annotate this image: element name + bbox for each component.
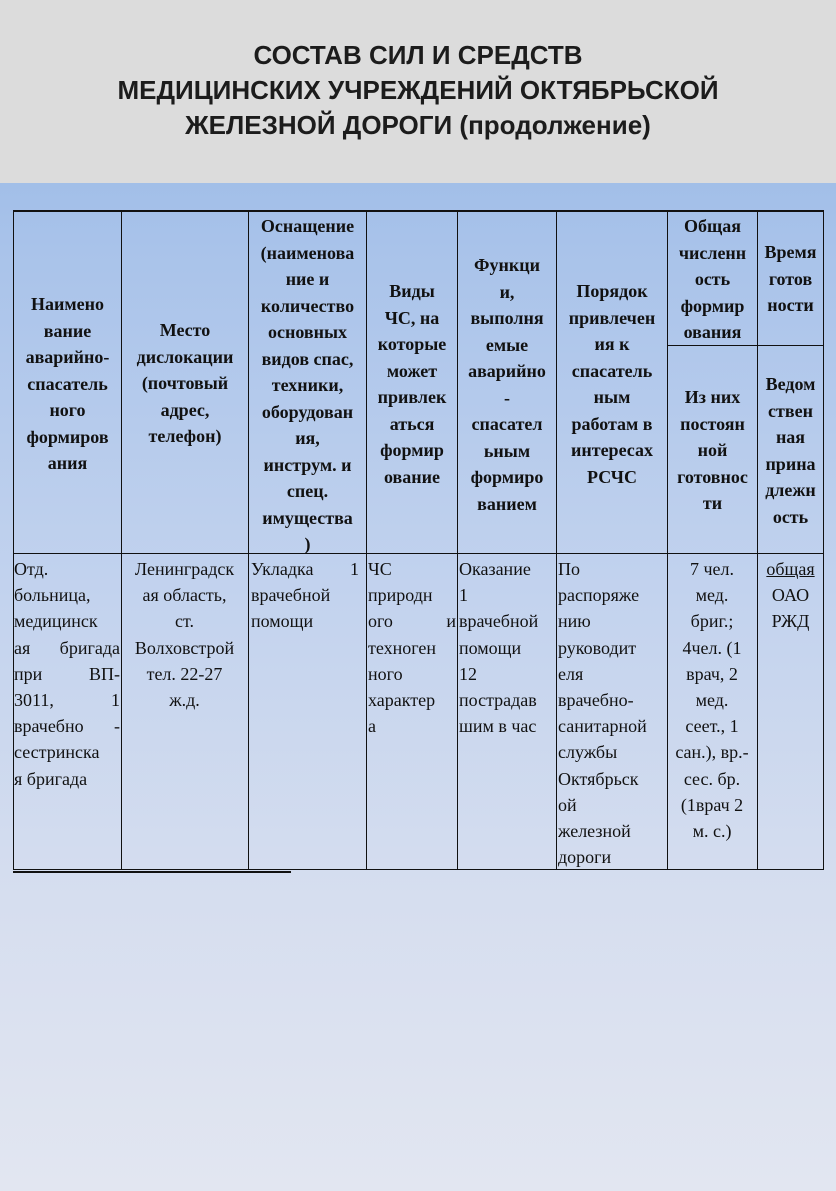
cell-line: формир — [380, 440, 444, 460]
cell-line: ия к — [594, 334, 630, 354]
cell-line: ти — [702, 493, 723, 513]
cell-line: ного — [49, 400, 86, 420]
cell-line: формиров — [26, 426, 109, 447]
cell-line: ности — [767, 295, 814, 315]
row-bottom-border — [13, 869, 824, 870]
cell-line: имущества — [262, 507, 353, 528]
cell-line: ьным — [483, 440, 531, 461]
cell-line: ия, — [295, 428, 320, 448]
column-divider — [823, 210, 824, 870]
cell-line: бриг.; — [690, 611, 734, 632]
cell-line: общая — [766, 559, 815, 579]
cell-line: мед. — [695, 585, 729, 606]
cell-line: распоряже — [558, 585, 640, 606]
cell-line: ванием — [477, 493, 537, 514]
cell-line: Отд. — [14, 559, 49, 579]
cell-location — [122, 556, 247, 713]
header-procedure — [557, 278, 667, 490]
cell-line: и, — [499, 281, 515, 302]
cell-line: 12 — [459, 663, 477, 684]
cell-line: (наименова — [260, 242, 355, 263]
cell-line: службы — [558, 742, 618, 763]
cell-line: дороги — [558, 847, 612, 868]
cell-line: постоян — [680, 413, 745, 434]
cell-line: ой — [558, 794, 577, 815]
cell-line: ным — [593, 387, 631, 407]
cell-line: Ведом — [765, 374, 816, 394]
cell-line: (почтовый — [141, 373, 229, 393]
cell-line: вание — [43, 320, 92, 341]
cell-line: 3011, 1 — [14, 690, 120, 711]
cell-line: Ленинградск — [134, 559, 235, 579]
cell-line: привлечен — [568, 307, 656, 328]
cell-line: Виды — [389, 281, 435, 301]
cell-line: работам в — [571, 413, 653, 434]
cell-emergency-types — [368, 556, 456, 739]
cell-line: м. с.) — [692, 821, 732, 842]
cell-line: ЧС, на — [384, 307, 440, 328]
cell-line: ж.д. — [169, 690, 200, 711]
cell-line: спасатель — [571, 360, 653, 381]
cell-line: санитарной — [558, 716, 647, 737]
cell-line: руководит — [558, 637, 637, 658]
cell-line: сеет., 1 — [685, 716, 739, 737]
cell-line: аварийно — [468, 361, 546, 381]
cell-line: врачебно- — [558, 690, 634, 711]
cell-line: РСЧС — [587, 466, 637, 487]
cell-line: По — [558, 559, 580, 579]
cell-line: ние и — [285, 269, 330, 289]
cell-line: Функци — [474, 255, 540, 275]
cell-line: 4чел. (1 — [682, 637, 742, 658]
cell-line: готовнос — [677, 466, 748, 487]
cell-line: ная — [775, 427, 806, 447]
cell-line: привлек — [377, 387, 447, 407]
cell-line: ЧС — [368, 559, 392, 579]
cell-line: техноген — [368, 637, 437, 658]
cell-line: помощи — [251, 611, 314, 632]
cell-line: Октябрьск — [558, 768, 639, 789]
cell-name — [14, 556, 120, 792]
cell-line: спасатель — [27, 373, 108, 394]
cell-line: ого и — [368, 611, 456, 632]
cell-line: железной — [558, 821, 631, 842]
cell-line: пострадав — [459, 690, 537, 711]
header-readiness-time — [758, 239, 823, 319]
cell-line: врачебно - — [14, 716, 120, 737]
cell-line: ость — [772, 506, 809, 527]
cell-line: готов — [768, 268, 813, 289]
cell-line: количество — [260, 295, 355, 316]
cell-line: основных — [267, 322, 348, 342]
cell-line: аться — [389, 413, 435, 434]
cell-line: помощи — [459, 637, 522, 658]
cell-line: емые — [485, 334, 529, 355]
header-permanent-readiness — [668, 384, 757, 517]
cell-line: ст. — [174, 611, 194, 632]
cell-line: Время — [764, 242, 817, 262]
cell-line: инструм. и — [263, 454, 352, 475]
cell-line: Общая — [684, 216, 741, 236]
cell-equipment — [251, 556, 359, 635]
cell-line: я бригада — [14, 768, 88, 789]
cell-line: аварийно- — [25, 347, 110, 367]
cell-line: врачебной — [459, 611, 539, 632]
cell-line: природн — [368, 585, 433, 606]
cell-line: 1 — [459, 585, 468, 606]
cell-line: шим в час — [459, 716, 537, 737]
cell-line: спасател — [471, 414, 543, 434]
header-affiliation — [758, 371, 823, 530]
cell-line: ОАО — [771, 585, 810, 606]
title-line: СОСТАВ СИЛ И СРЕДСТВ — [253, 40, 583, 70]
cell-line: выполня — [470, 308, 544, 328]
table-underline — [13, 871, 291, 873]
header-bottom-border — [13, 553, 824, 554]
cell-line: сес. бр. — [683, 768, 741, 789]
cell-line: прина — [765, 453, 816, 474]
cell-line: может — [386, 360, 438, 381]
cell-line: мед. — [695, 690, 729, 711]
column-divider — [121, 210, 122, 870]
header-emergency-types — [367, 278, 457, 490]
table-top-border — [13, 210, 824, 212]
cell-line: ая область, — [142, 585, 227, 606]
cell-affiliation — [758, 556, 823, 635]
cell-line: а — [368, 716, 376, 737]
header-functions — [458, 252, 556, 517]
cell-line: техники, — [271, 375, 344, 395]
cell-line: спец. — [286, 481, 329, 501]
header-name — [14, 291, 121, 477]
title-line: ЖЕЛЕЗНОЙ ДОРОГИ (продолжение) — [185, 110, 651, 140]
cell-line: ) — [304, 534, 311, 554]
header-equipment — [249, 213, 366, 558]
cell-line: сестринска — [14, 742, 100, 763]
cell-line: врач, 2 — [686, 663, 738, 684]
cell-line: (1врач 2 — [680, 794, 744, 815]
cell-line: дислокации — [136, 346, 234, 367]
cell-line: численн — [678, 242, 747, 263]
cell-line: ного — [368, 663, 403, 684]
cell-line: медицинск — [14, 611, 98, 632]
cell-line: оборудован — [261, 401, 354, 422]
cell-line: Наимено — [31, 294, 104, 314]
cell-line: Оказание — [459, 559, 531, 579]
cell-line: нию — [558, 611, 591, 632]
cell-line: Порядок — [576, 281, 648, 301]
cell-line: 7 чел. — [689, 559, 735, 579]
cell-line: - — [504, 387, 510, 408]
cell-line: видов спас, — [261, 348, 354, 369]
cell-line: Оснащение — [260, 216, 355, 236]
cell-line: формиро — [470, 467, 544, 487]
header-location — [122, 317, 248, 450]
cell-line: ость — [694, 269, 731, 289]
cell-line: при ВП- — [14, 663, 120, 684]
cell-procedure — [558, 556, 666, 870]
cell-line: Место — [159, 320, 211, 340]
cell-line: Из них — [684, 387, 741, 407]
cell-line: Волховстрой — [134, 637, 235, 658]
cell-line: формир — [680, 295, 745, 316]
cell-line: адрес, — [160, 399, 210, 420]
page-title — [0, 38, 836, 143]
cell-line: тел. 22-27 — [146, 663, 223, 684]
cell-functions — [459, 556, 555, 739]
cell-line: которые — [377, 334, 447, 354]
cell-line: ование — [383, 466, 440, 487]
cell-line: Укладка 1 — [251, 559, 359, 579]
cell-line: интересах — [570, 440, 653, 460]
cell-line: врачебной — [251, 585, 331, 606]
cell-line: ствен — [768, 400, 813, 421]
cell-line: ования — [683, 322, 742, 342]
title-line: МЕДИЦИНСКИХ УЧРЕЖДЕНИЙ ОКТЯБРЬСКОЙ — [117, 75, 719, 105]
cell-line: сан.), вр.- — [675, 742, 749, 763]
cell-line: характер — [368, 690, 436, 711]
cell-line: больница, — [14, 585, 91, 606]
cell-line: еля — [558, 663, 584, 684]
cell-line: РЖД — [771, 611, 810, 632]
header-total-count — [668, 213, 757, 346]
cell-line: ной — [697, 440, 728, 460]
cell-line: телефон) — [148, 426, 222, 446]
cell-line: длежн — [765, 480, 816, 500]
cell-line: ая бригада — [14, 637, 120, 658]
cell-count — [667, 556, 757, 844]
cell-line: ания — [47, 453, 88, 473]
